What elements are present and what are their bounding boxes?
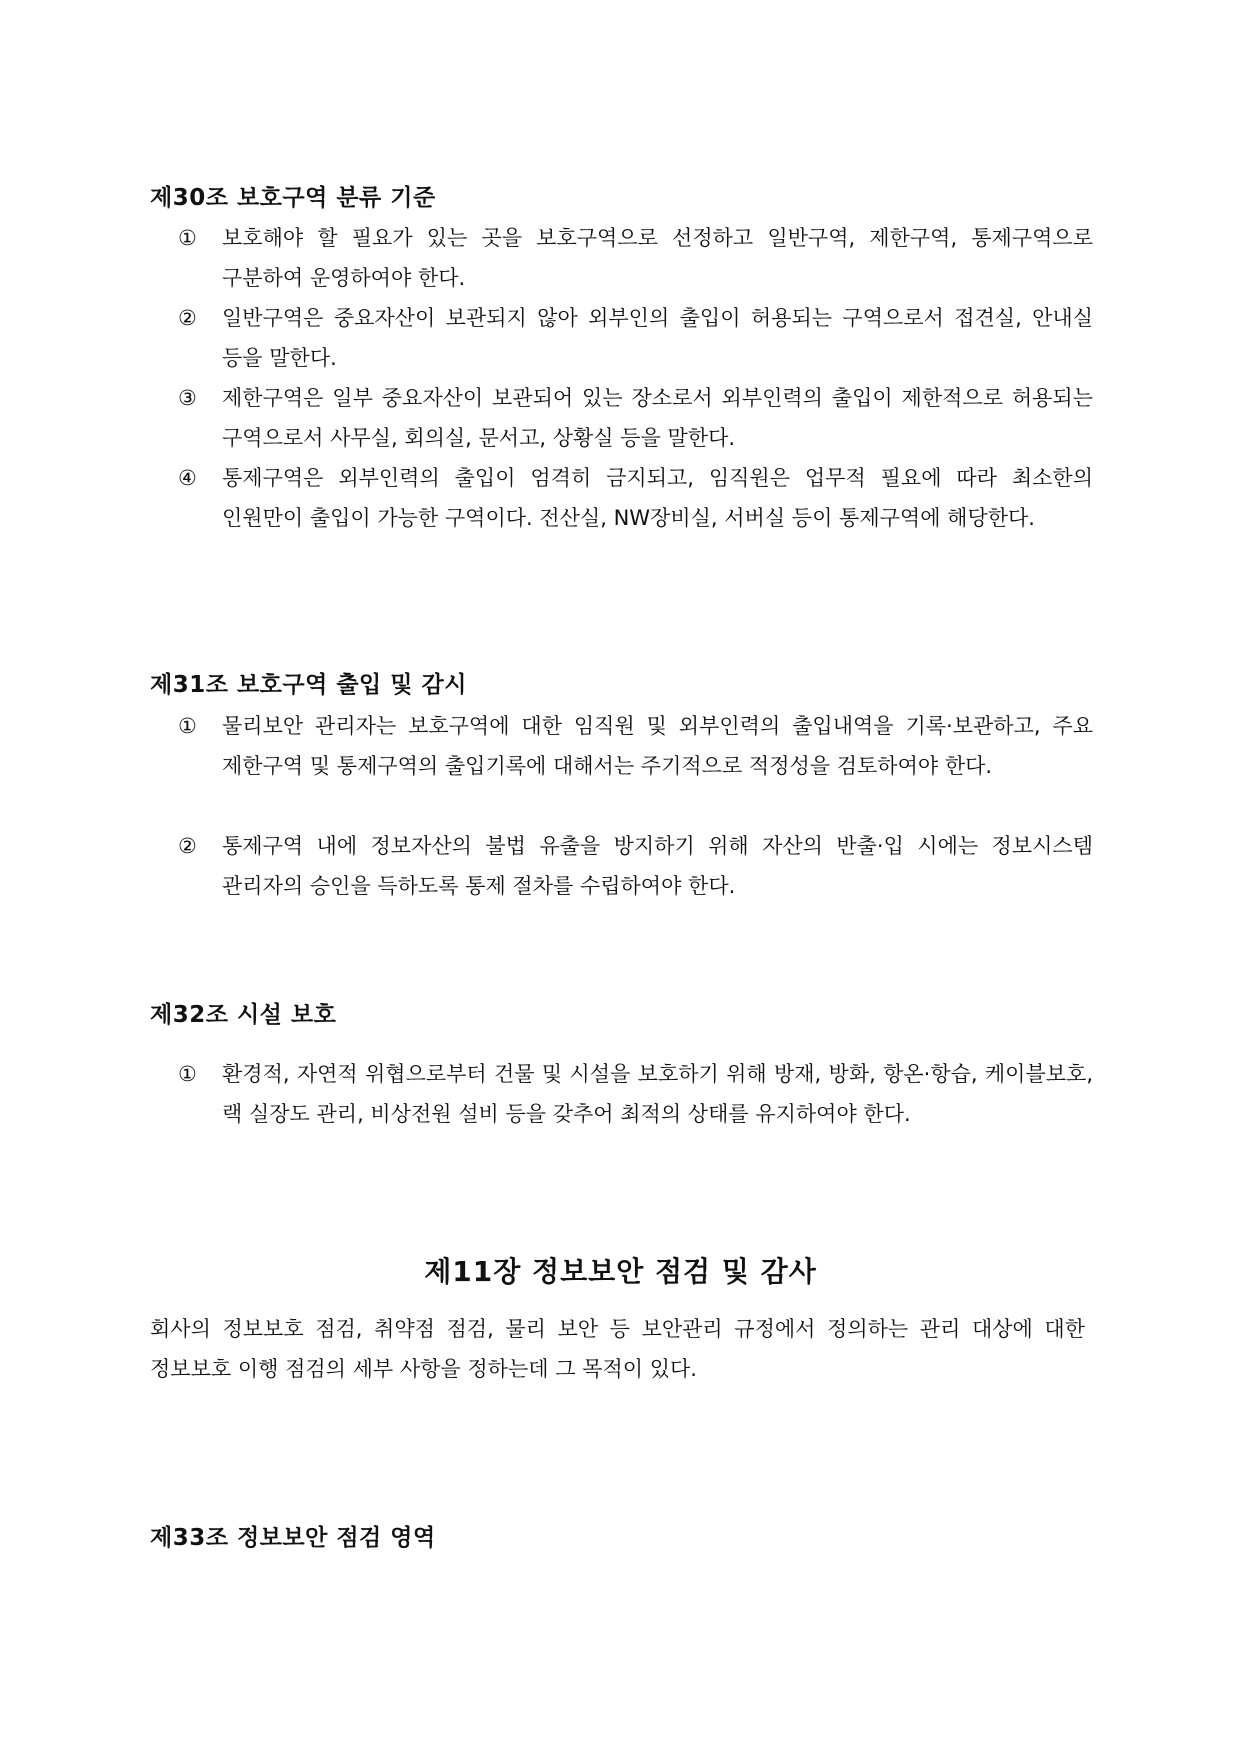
item-text: 보호해야 할 필요가 있는 곳을 보호구역으로 선정하고 일반구역, 제한구역, 통제구역으로 구분하여 운영하여야 한다. — [222, 226, 1093, 290]
item-text: 일반구역은 중요자산이 보관되지 않아 외부인의 출입이 허용되는 구역으로서 접견실, 안내실 등을 말한다. — [222, 306, 1093, 370]
article-30-item-4 — [178, 458, 1093, 538]
item-number-marker: ④ — [178, 466, 197, 490]
item-number-marker: ① — [178, 714, 197, 738]
item-text: 통제구역 내에 정보자산의 불법 유출을 방지하기 위해 자산의 반출·입 시에는 정보시스템 관리자의 승인을 득하도록 통제 절차를 수립하여야 한다. — [222, 834, 1093, 898]
article-30-item-1 — [178, 218, 1093, 298]
article-30-item-3 — [178, 378, 1093, 458]
item-text: 통제구역은 외부인력의 출입이 엄격히 금지되고, 임직원은 업무적 필요에 따라 최소한의 인원만이 출입이 가능한 구역이다. 전산실, NW장비실, 서버실 등이 통제구역에 해당한다. — [222, 466, 1093, 530]
item-number-marker: ② — [178, 834, 197, 858]
article-33-title: 제33조 정보보안 점검 영역 — [150, 1525, 436, 1551]
chapter-11-title: 제11장 정보보안 점검 및 감사 — [424, 1255, 817, 1288]
article-30-item-2 — [178, 298, 1093, 378]
chapter-11-intro: 회사의 정보보호 점검, 취약점 점검, 물리 보안 등 보안관리 규정에서 정의하는 관리 대상에 대한 정보보호 이행 점검의 세부 사항을 정하는데 그 목적이 있다. — [150, 1317, 1085, 1381]
article-31-item-2 — [178, 826, 1093, 906]
article-31-item-1 — [178, 706, 1093, 786]
item-number-marker: ② — [178, 306, 197, 330]
article-32-title: 제32조 시설 보호 — [150, 1002, 337, 1028]
item-text: 환경적, 자연적 위협으로부터 건물 및 시설을 보호하기 위해 방재, 방화, 항온·항습, 케이블보호, 랙 실장도 관리, 비상전원 설비 등을 갖추어 최적의 상태를 유지하여야 한다. — [222, 1062, 1093, 1126]
item-number-marker: ① — [178, 226, 197, 250]
item-text: 제한구역은 일부 중요자산이 보관되어 있는 장소로서 외부인력의 출입이 제한적으로 허용되는 구역으로서 사무실, 회의실, 문서고, 상황실 등을 말한다. — [222, 386, 1093, 450]
item-number-marker: ① — [178, 1062, 197, 1086]
item-text: 물리보안 관리자는 보호구역에 대한 임직원 및 외부인력의 출입내역을 기록·보관하고, 주요 제한구역 및 통제구역의 출입기록에 대해서는 주기적으로 적정성을 검토하여야 한다. — [222, 714, 1093, 778]
item-number-marker: ③ — [178, 386, 197, 410]
article-32-item-1 — [178, 1054, 1093, 1134]
article-30-title: 제30조 보호구역 분류 기준 — [150, 185, 436, 211]
article-31-title: 제31조 보호구역 출입 및 감시 — [150, 672, 467, 698]
